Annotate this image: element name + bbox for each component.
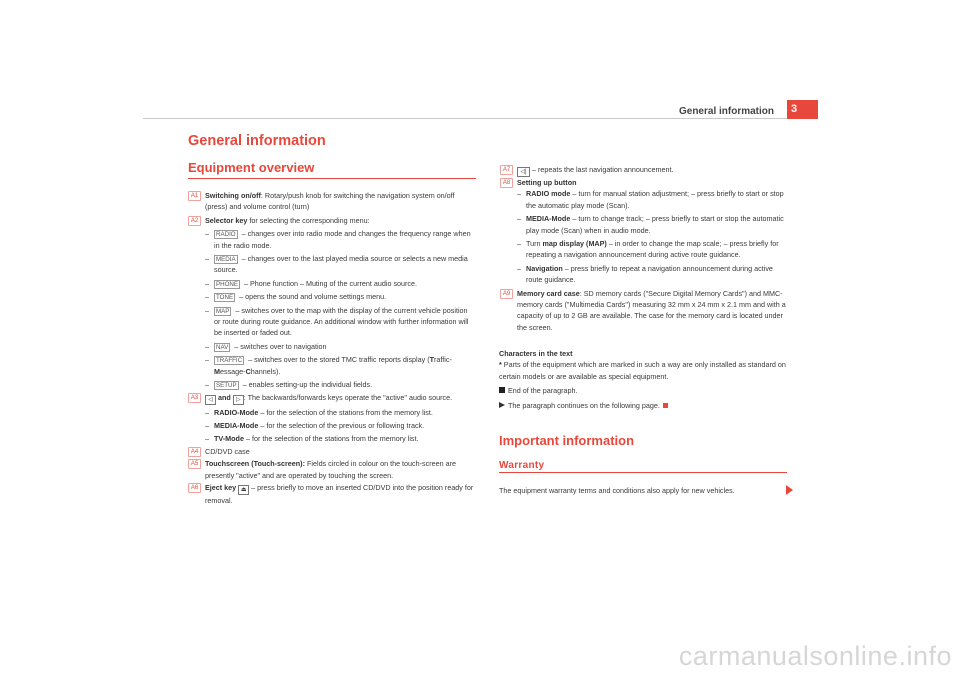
setup-navigation bbox=[517, 263, 787, 286]
marker-a7: A7 bbox=[500, 165, 513, 175]
setup-radio-text: – turn for manual station adjustment; – press briefly to start or stop the automatic play mode (Scan). bbox=[526, 189, 784, 210]
equipment-overview-heading: Equipment overview bbox=[188, 160, 315, 175]
arrow-tv-title: TV-Mode bbox=[214, 434, 244, 444]
right-column bbox=[502, 164, 787, 333]
marker-a4: A4 bbox=[188, 447, 201, 457]
header-title: General information bbox=[678, 106, 774, 117]
continue-arrow-icon bbox=[499, 402, 505, 408]
item-a6-title: Eject key bbox=[205, 482, 237, 492]
item-a7-text: – repeats the last navigation announcement. bbox=[530, 165, 674, 174]
setup-map-title: map display (MAP) bbox=[542, 239, 607, 249]
setup-media-title: MEDIA-Mode bbox=[526, 214, 571, 224]
setup-nav-text: – press briefly to repeat a navigation announcement during active route guidance. bbox=[526, 263, 773, 285]
marker-a2: A2 bbox=[188, 216, 201, 226]
selector-radio bbox=[205, 228, 475, 251]
item-a1-title: Switching on/off bbox=[205, 191, 261, 200]
arrow-media-title: MEDIA-Mode bbox=[214, 420, 259, 430]
item-a3 bbox=[190, 392, 475, 405]
arrow-right-key-icon: ▷ bbox=[233, 395, 244, 405]
item-a9-title: Memory card case bbox=[517, 288, 580, 298]
marker-a5: A5 bbox=[188, 459, 201, 469]
item-a1 bbox=[190, 190, 475, 213]
setup-map-display bbox=[517, 238, 787, 261]
traffic-t: T bbox=[429, 355, 434, 365]
traffic-m-rest: essage- bbox=[220, 366, 246, 376]
asterisk-symbol: * bbox=[499, 360, 502, 370]
continue-text: The paragraph continues on the following page. bbox=[508, 400, 660, 410]
setup-radio-mode bbox=[517, 188, 787, 211]
repeat-announcement-icon: ◁| bbox=[517, 167, 530, 177]
characters-heading: Characters in the text bbox=[499, 349, 573, 358]
item-a4 bbox=[190, 446, 475, 457]
item-a5-title: Touchscreen (Touch-screen): bbox=[205, 459, 305, 469]
item-a6 bbox=[190, 482, 475, 506]
left-column bbox=[190, 190, 475, 506]
selector-map-text: – switches over to the map with the display of the current vehicle position or route during route guidance. An additional window with further information will be inserted or faded out. bbox=[214, 305, 469, 338]
traffic-c: C bbox=[245, 366, 251, 376]
arrow-tv-mode bbox=[205, 433, 475, 444]
warranty-text: The equipment warranty terms and conditions also apply for new vehicles. bbox=[499, 486, 735, 495]
arrow-radio-mode bbox=[205, 407, 475, 418]
characters-block bbox=[499, 348, 789, 411]
selector-traffic-text: – switches over to the stored TMC traffic reports display ( bbox=[246, 355, 430, 365]
selector-setup bbox=[205, 379, 475, 390]
item-a2-title: Selector key bbox=[205, 215, 248, 225]
eject-icon: ⏏ bbox=[238, 485, 249, 495]
traffic-key: TRAFFIC bbox=[216, 357, 243, 365]
next-page-arrow-icon bbox=[786, 485, 793, 495]
marker-a1: A1 bbox=[188, 191, 201, 201]
setup-key: SETUP bbox=[216, 382, 237, 390]
equipment-heading-rule bbox=[188, 178, 476, 179]
setup-media-text: – turn to change track; – press briefly to start or stop the automatic play mode (Scan) when in audio mode. bbox=[526, 214, 784, 235]
selector-nav-text: – switches over to navigation bbox=[232, 341, 327, 351]
selector-nav bbox=[205, 341, 475, 352]
marker-a6: A6 bbox=[188, 483, 201, 493]
item-a2-text: for selecting the corresponding menu: bbox=[247, 215, 370, 225]
nav-key: NAV bbox=[216, 343, 229, 351]
selector-setup-text: – enables setting-up the individual fields. bbox=[240, 380, 373, 390]
header-rule bbox=[143, 118, 818, 119]
traffic-t-rest: raffic- bbox=[434, 355, 452, 365]
end-paragraph-text: End of the paragraph. bbox=[508, 386, 578, 396]
item-a8-title: Setting up button bbox=[517, 178, 577, 187]
important-heading: Important information bbox=[499, 433, 635, 448]
tone-key: TONE bbox=[216, 294, 234, 302]
media-key: MEDIA bbox=[216, 256, 236, 264]
selector-media-text: – changes over to the last played media source or selects a new media source. bbox=[214, 254, 468, 275]
item-a5-text: Fields circled in colour on the touch-screen are presently "active" and are operated by touching the screen. bbox=[205, 459, 456, 480]
setup-map-pre: Turn bbox=[526, 239, 543, 249]
setup-radio-title: RADIO mode bbox=[526, 189, 571, 199]
item-a3-title: and bbox=[216, 392, 233, 402]
item-a5 bbox=[190, 458, 475, 481]
traffic-c-rest: hannels). bbox=[250, 366, 281, 376]
marker-a3: A3 bbox=[188, 393, 201, 403]
traffic-m: M bbox=[214, 366, 220, 376]
arrow-left-key-icon: ◁ bbox=[205, 395, 216, 405]
map-key: MAP bbox=[216, 307, 230, 315]
end-paragraph-note bbox=[499, 385, 789, 396]
setup-media-mode bbox=[517, 213, 787, 236]
selector-phone bbox=[205, 278, 475, 289]
item-a6-text: – press briefly to move an inserted CD/DVD into the position ready for removal. bbox=[205, 482, 474, 505]
setup-map-text: – in order to change the map scale; – press briefly for repeating a navigation announcement during active route guidance. bbox=[526, 239, 779, 260]
selector-tone-text: – opens the sound and volume settings menu. bbox=[237, 292, 387, 302]
page-number: 3 bbox=[787, 100, 818, 119]
radio-key: RADIO bbox=[216, 231, 236, 239]
arrow-media-text: – for the selection of the previous or following track. bbox=[258, 420, 425, 430]
arrow-radio-text: – for the selection of the stations from the memory list. bbox=[258, 407, 433, 417]
warranty-rule bbox=[499, 472, 787, 473]
marker-a8: A8 bbox=[500, 178, 513, 188]
item-a3-text: : The backwards/forwards keys operate the "active" audio source. bbox=[243, 392, 453, 402]
asterisk-text: Parts of the equipment which are marked in such a way are only installed as standard on certain models or are available as special equipment. bbox=[499, 360, 786, 381]
arrow-media-mode bbox=[205, 420, 475, 431]
red-end-square-icon bbox=[663, 403, 668, 408]
selector-radio-text: – changes over into radio mode and changes the frequency range when in the radio mode. bbox=[214, 229, 471, 250]
selector-media bbox=[205, 253, 475, 276]
watermark: carmanualsonline.info bbox=[678, 641, 952, 671]
arrow-radio-title: RADIO-Mode bbox=[214, 407, 259, 417]
item-a8 bbox=[502, 177, 787, 188]
phone-key: PHONE bbox=[216, 280, 239, 288]
item-a2 bbox=[190, 215, 475, 226]
section-title: General information bbox=[188, 133, 326, 149]
continue-note bbox=[499, 400, 789, 411]
asterisk-note bbox=[499, 359, 789, 382]
item-a7 bbox=[502, 164, 787, 177]
selector-phone-text: – Phone function – Muting of the current audio source. bbox=[242, 278, 418, 288]
item-a9 bbox=[502, 288, 787, 334]
selector-traffic bbox=[205, 354, 475, 377]
item-a9-text: : SD memory cards ("Secure Digital Memory Cards") and MMC-memory cards ("Multimedia Cards") measuring 32 mm x 24 mm x 2.1 mm and with a capacity of up to 2 GB are available. The case for the memory card is located under the screen. bbox=[517, 288, 786, 332]
marker-a9: A9 bbox=[500, 289, 513, 299]
warranty-heading: Warranty bbox=[499, 460, 545, 471]
item-a1-text: : Rotary/push knob for switching the navigation system on/off (press) and volume control (turn) bbox=[205, 191, 455, 212]
item-a4-text: CD/DVD case bbox=[205, 446, 250, 456]
arrow-tv-text: – for the selection of the stations from the memory list. bbox=[243, 434, 419, 444]
selector-tone bbox=[205, 291, 475, 302]
selector-map bbox=[205, 305, 475, 339]
setup-nav-title: Navigation bbox=[526, 263, 563, 273]
end-paragraph-icon bbox=[499, 387, 505, 393]
